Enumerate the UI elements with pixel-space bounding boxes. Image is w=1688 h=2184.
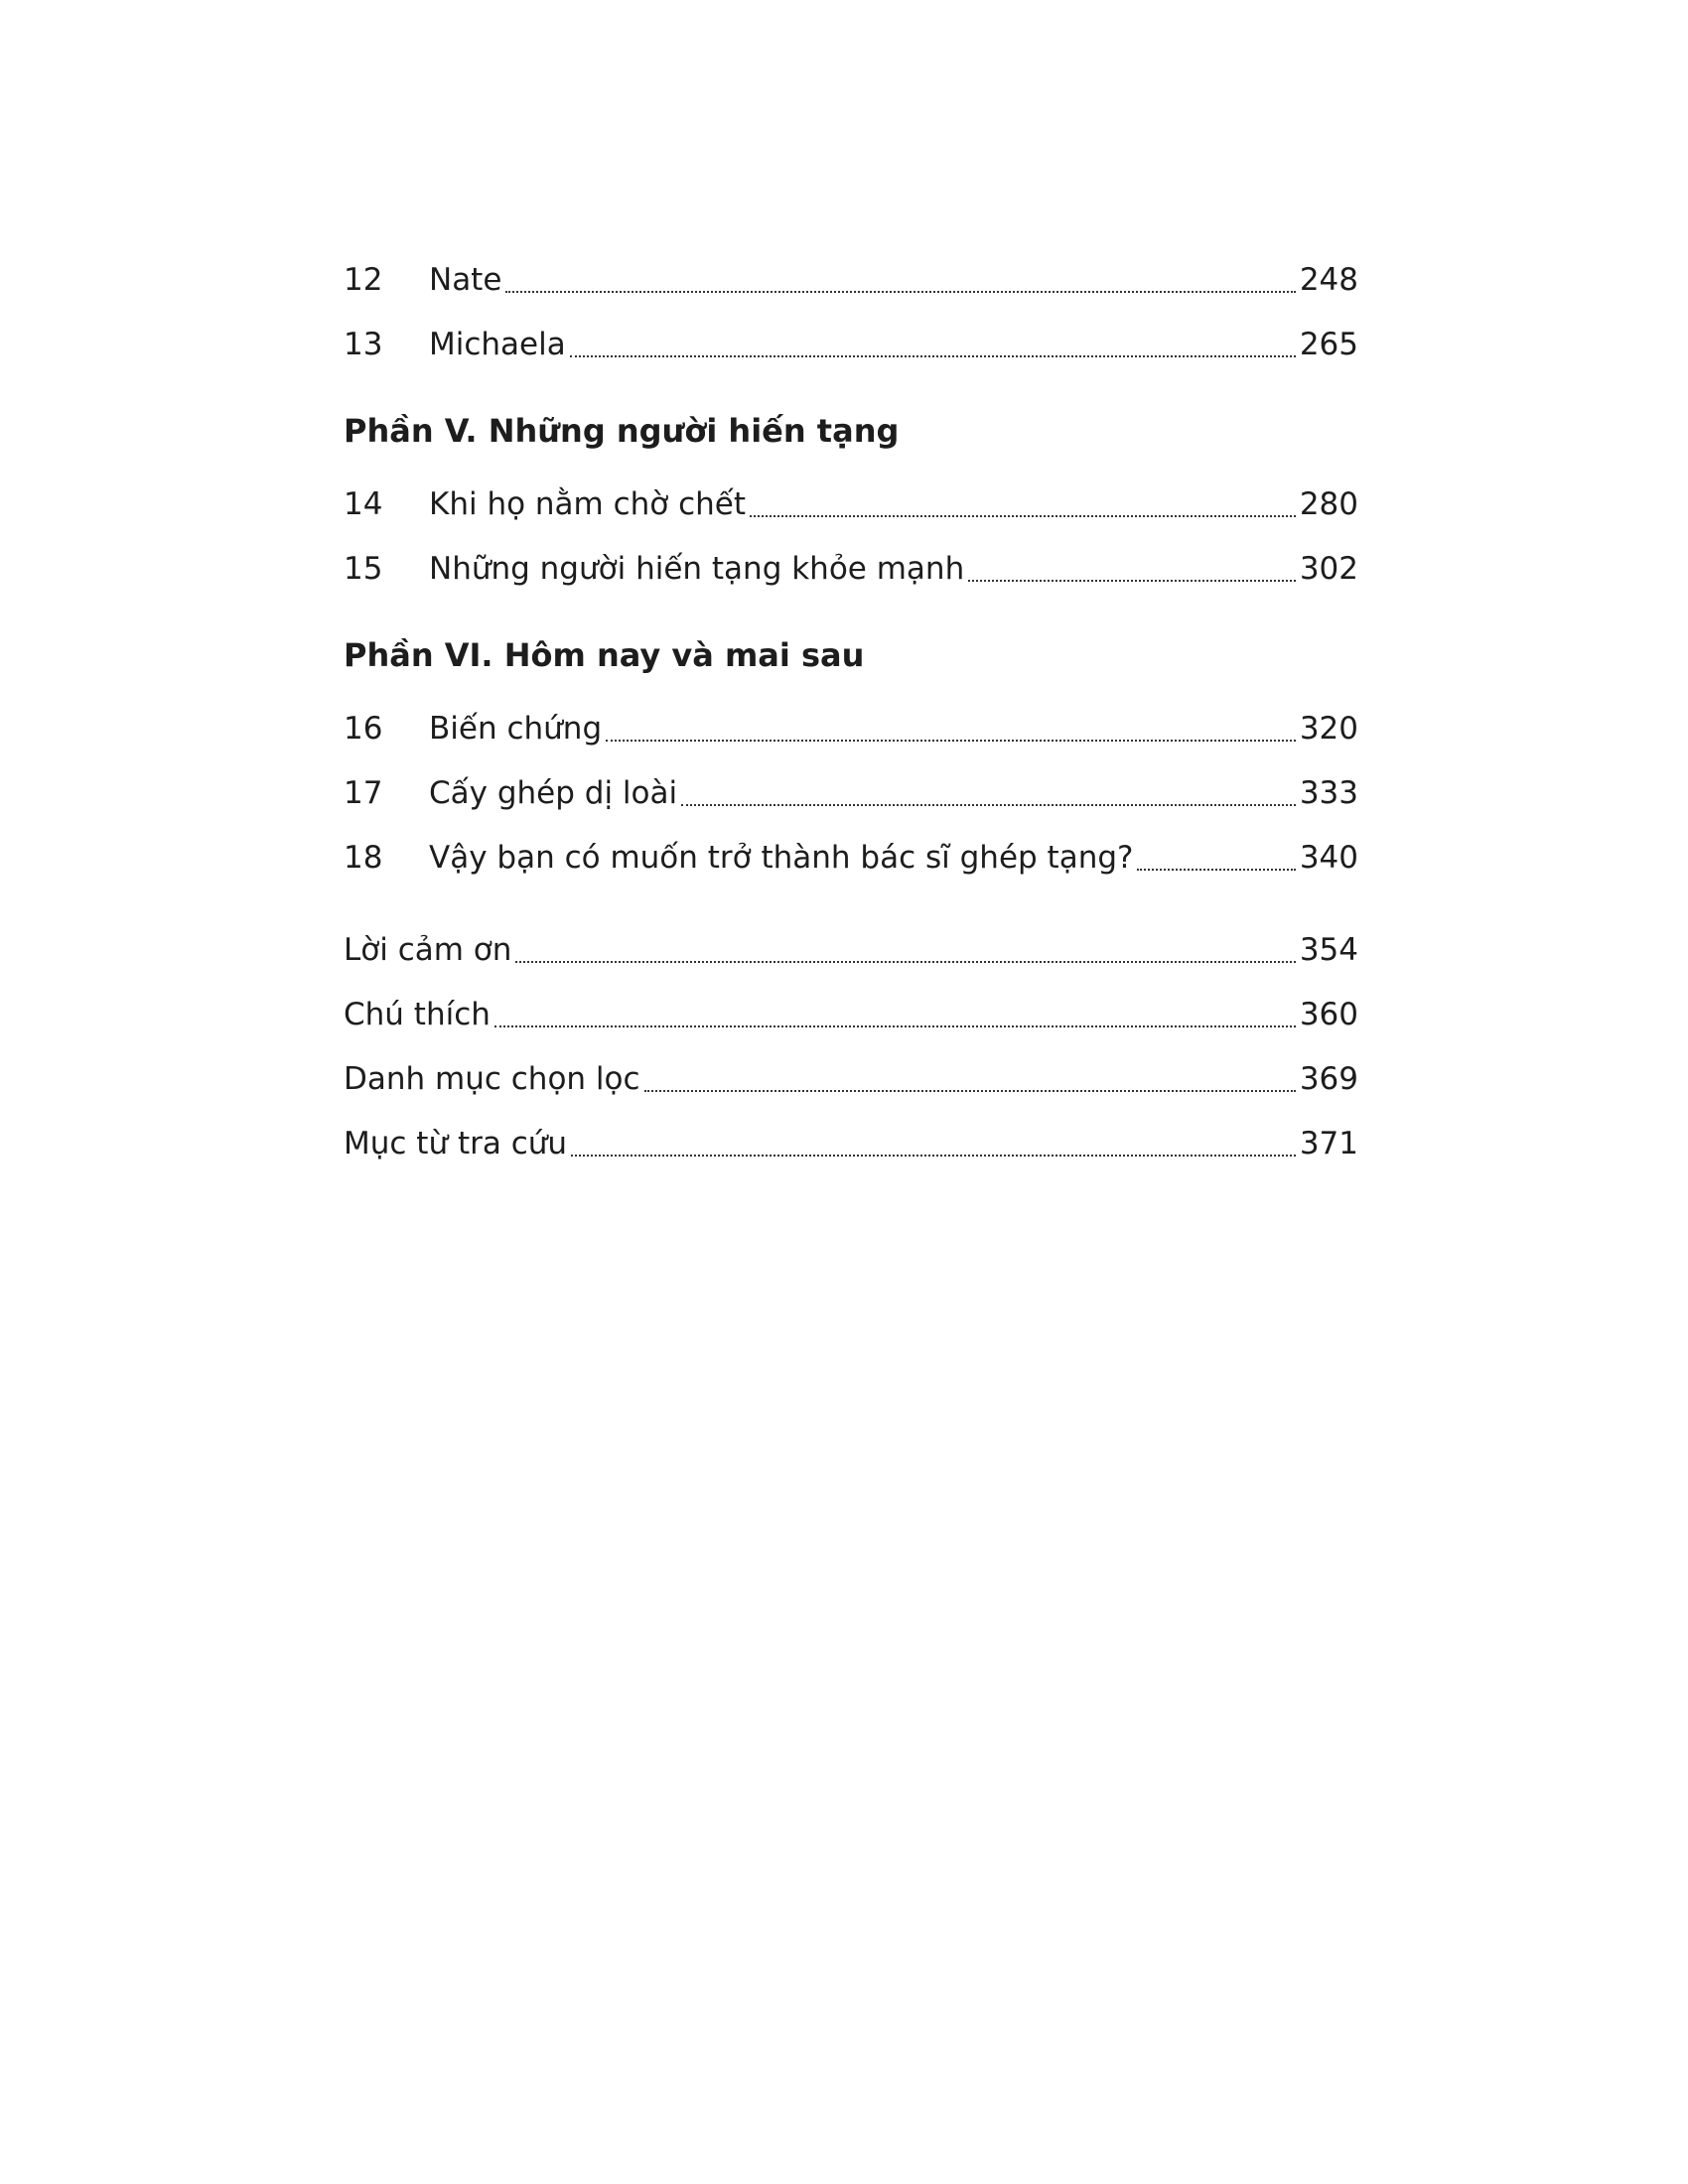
dot-leader [505,291,1295,293]
chapter-title: Những người hiến tạng khỏe mạnh [429,551,965,587]
toc-entry[interactable] [344,537,1358,602]
chapter-title: Cấy ghép dị loài [429,775,678,811]
chapter-title: Nate [429,262,502,298]
toc-backmatter-entry[interactable] [344,983,1358,1047]
page-number: 265 [1299,327,1358,362]
dot-leader [644,1090,1296,1092]
page-number: 354 [1299,932,1358,968]
backmatter-title: Danh mục chọn lọc [344,1061,640,1097]
page-number: 371 [1299,1126,1358,1161]
chapter-number: 16 [344,711,383,747]
page-number: 360 [1299,997,1358,1032]
chapter-number: 15 [344,551,383,587]
backmatter-title: Mục từ tra cứu [344,1126,568,1161]
chapter-number: 13 [344,327,383,362]
chapter-title: Khi họ nằm chờ chết [429,486,747,522]
dot-leader [1137,869,1295,871]
page-number: 302 [1299,551,1358,587]
dot-leader [750,515,1296,517]
chapter-number: 18 [344,840,383,876]
toc-entry[interactable] [344,697,1358,761]
toc-entry[interactable] [344,826,1358,890]
dot-leader [570,355,1296,357]
part-heading: Phần V. Những người hiến tạng [344,412,900,450]
dot-leader [606,740,1296,742]
toc-backmatter-entry[interactable] [344,1112,1358,1176]
dot-leader [968,580,1296,582]
page-number: 280 [1299,486,1358,522]
backmatter-title: Chú thích [344,997,491,1032]
page-number: 333 [1299,775,1358,811]
dot-leader [515,961,1295,963]
toc-backmatter-entry[interactable] [344,918,1358,983]
page-number: 320 [1299,711,1358,747]
toc-backmatter-entry[interactable] [344,1047,1358,1112]
page-number: 340 [1299,840,1358,876]
chapter-number: 14 [344,486,383,522]
toc-entry[interactable] [344,761,1358,826]
dot-leader [571,1155,1296,1157]
table-of-contents [344,248,1358,1176]
chapter-number: 12 [344,262,383,298]
page-number: 248 [1299,262,1358,298]
chapter-number: 17 [344,775,383,811]
dot-leader [681,804,1296,806]
chapter-title: Vậy bạn có muốn trở thành bác sĩ ghép tạng? [429,840,1134,876]
toc-entry[interactable] [344,473,1358,537]
dot-leader [494,1025,1296,1027]
part-heading: Phần VI. Hôm nay và mai sau [344,636,865,674]
page-number: 369 [1299,1061,1358,1097]
toc-entry[interactable] [344,248,1358,313]
toc-entry[interactable] [344,313,1358,377]
spacer [344,890,1358,918]
chapter-title: Michaela [429,327,566,362]
chapter-title: Biến chứng [429,711,603,747]
backmatter-title: Lời cảm ơn [344,932,512,968]
